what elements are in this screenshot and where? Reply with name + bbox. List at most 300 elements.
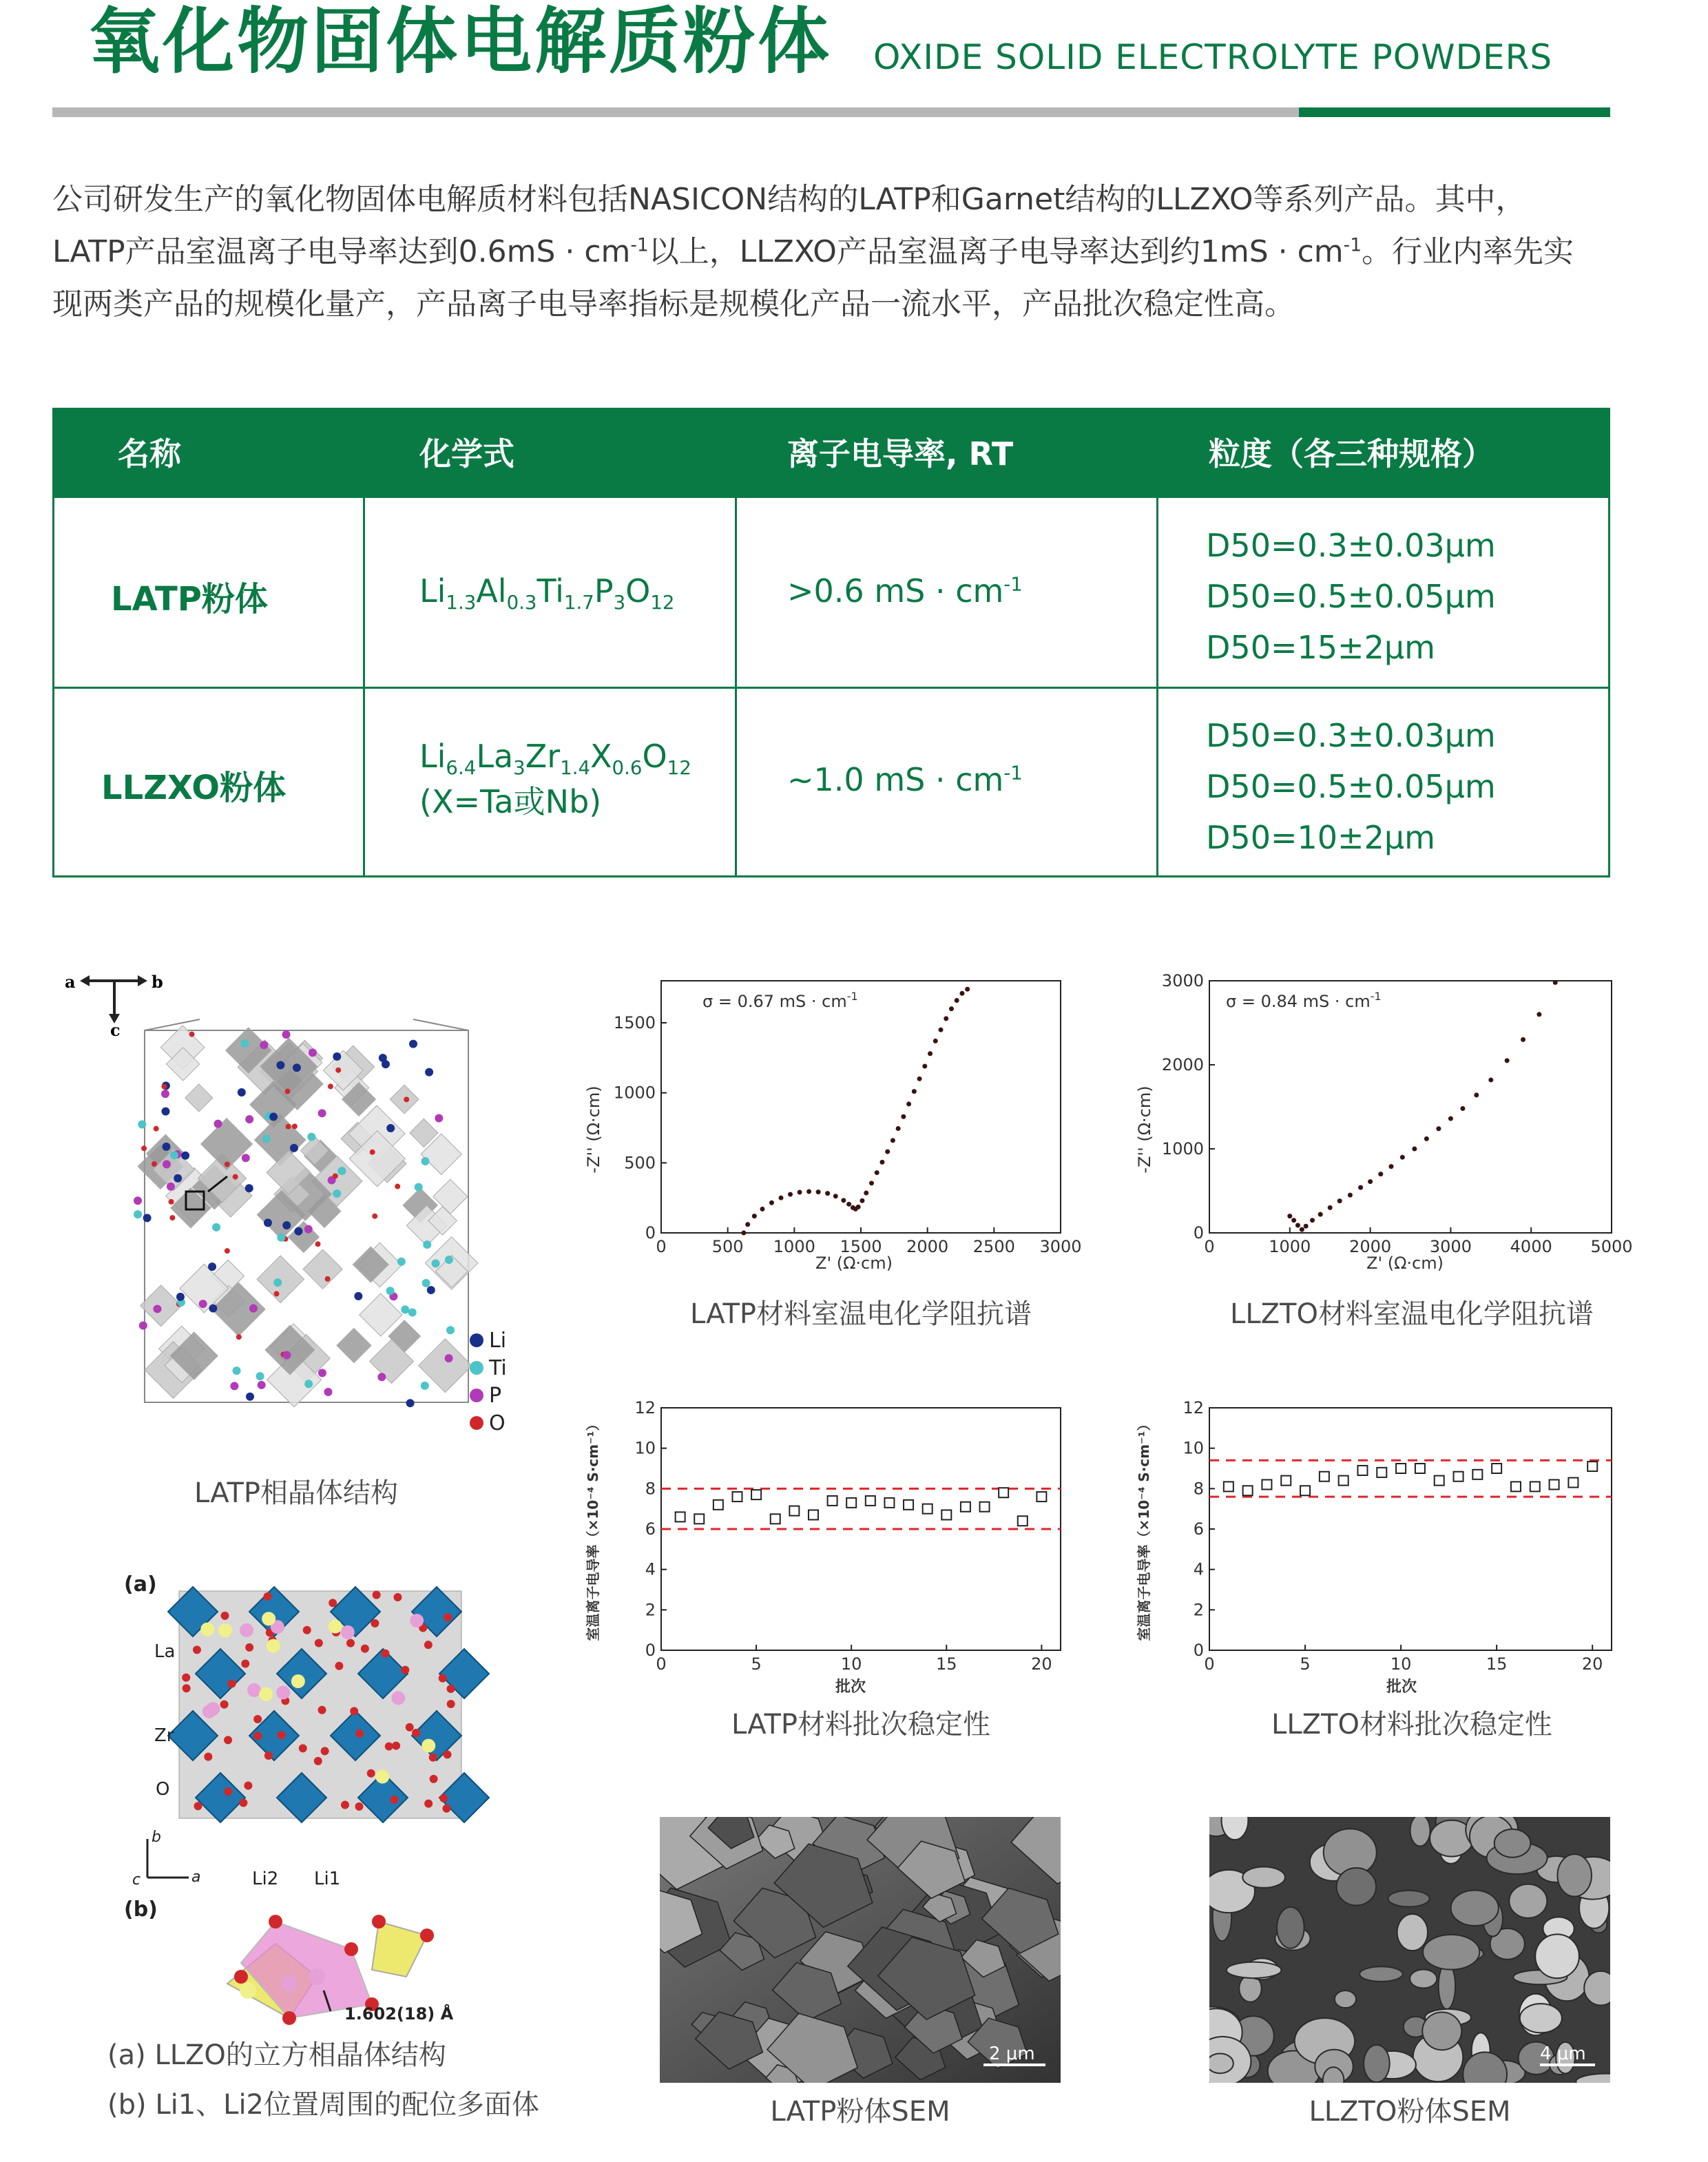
- data-point: [884, 1498, 894, 1508]
- y-tick-label: 1000: [613, 1083, 656, 1103]
- data-point: [906, 1101, 911, 1106]
- particle: [1410, 1970, 1437, 1988]
- data-point: [1018, 1516, 1028, 1526]
- y-tick-label: 4: [645, 1559, 656, 1579]
- data-point: [825, 1191, 830, 1196]
- o-atom: [442, 1805, 450, 1813]
- data-point: [961, 1502, 970, 1512]
- plot-frame: [1209, 1408, 1612, 1650]
- o-atom: [318, 1706, 326, 1714]
- o-atom: [401, 1666, 409, 1674]
- atom: [152, 1161, 157, 1167]
- data-point: [965, 987, 970, 992]
- legend-o: O: [489, 1411, 506, 1435]
- o-atom: [303, 1626, 311, 1634]
- y-tick-label: 10: [1183, 1438, 1204, 1458]
- data-point: [752, 1214, 757, 1218]
- atom: [415, 1183, 423, 1192]
- data-point: [1435, 1476, 1444, 1486]
- llzto-batch-caption: LLZTO材料批次稳定性: [1271, 1709, 1552, 1740]
- o-atom: [241, 1659, 249, 1667]
- llzto-batch-ylabel: 室温离子电导率（×10⁻⁴ S·cm⁻¹）: [1136, 1417, 1152, 1641]
- latp-batch-ylabel: 室温离子电导率（×10⁻⁴ S·cm⁻¹）: [585, 1417, 601, 1641]
- o-atom: [193, 1645, 201, 1654]
- octahedron: [257, 1256, 304, 1302]
- y-tick-label: 4: [1193, 1559, 1204, 1579]
- atom: [318, 1369, 326, 1377]
- data-point: [1537, 1012, 1541, 1017]
- o-atom: [244, 1781, 252, 1789]
- atom: [307, 1133, 315, 1141]
- atom: [293, 1063, 301, 1072]
- atom: [292, 1123, 298, 1129]
- data-point: [741, 1231, 746, 1236]
- row-1-name: LATP粉体: [111, 580, 268, 619]
- axis-a-label: a: [65, 972, 76, 992]
- o-atom: [239, 1799, 247, 1807]
- legend-ti: Ti: [489, 1356, 507, 1380]
- atom: [258, 1381, 266, 1389]
- o-atom: [314, 1757, 322, 1765]
- particle: [1410, 1817, 1430, 1847]
- atom: [260, 1041, 268, 1049]
- o-atom: [406, 1723, 414, 1732]
- y-tick-label: 12: [634, 1398, 656, 1417]
- llzo-axis-b: b: [152, 1829, 161, 1846]
- atom: [435, 1114, 443, 1123]
- o-atom: [220, 1701, 229, 1709]
- x-tick-label: 5: [751, 1654, 762, 1674]
- size-spec: D50=15±2μm: [1206, 629, 1435, 666]
- x-tick-label: 1500: [840, 1237, 882, 1256]
- legend-o-dot: [470, 1416, 483, 1430]
- o-atom: [429, 1754, 437, 1762]
- li-atom: [218, 1623, 232, 1637]
- spec-table: [52, 408, 1610, 877]
- atom: [404, 1096, 409, 1102]
- column-divider: [1156, 410, 1158, 875]
- atom: [161, 1108, 169, 1116]
- o-atom: [182, 1674, 190, 1682]
- particle: [1242, 1867, 1285, 1888]
- atom: [425, 1068, 433, 1077]
- llzto-sem-image: [1209, 1817, 1610, 2083]
- llzo-axis-c: c: [132, 1871, 141, 1889]
- atom: [377, 1373, 386, 1381]
- latp-crystal-caption: LATP相晶体结构: [194, 1477, 398, 1509]
- x-tick-label: 15: [936, 1654, 957, 1674]
- data-point: [788, 1192, 793, 1197]
- o-atom: [329, 1599, 337, 1607]
- particle: [1494, 1829, 1531, 1858]
- conductivity-value: >0.6 mS · cm: [787, 572, 1004, 610]
- o-atom: [393, 1593, 402, 1601]
- data-point: [1530, 1482, 1540, 1491]
- atom: [432, 1259, 440, 1267]
- conductivity-value: ~1.0 mS · cm: [787, 761, 1004, 798]
- particle: [1423, 1935, 1479, 1970]
- header-rule-gray: [52, 107, 1299, 117]
- formula-sub: 3: [613, 591, 626, 614]
- o-atom: [299, 1744, 307, 1752]
- o-atom: [390, 1796, 398, 1804]
- atom: [225, 1248, 230, 1254]
- o-atom: [424, 1800, 433, 1808]
- x-tick-label: 5: [1300, 1654, 1311, 1674]
- formula-note: (X=Ta或Nb): [419, 783, 602, 820]
- data-point: [922, 1064, 927, 1069]
- formula-el: P: [594, 572, 614, 610]
- latp-eis-xlabel: Z' (Ω·cm): [815, 1254, 893, 1273]
- atom: [309, 1048, 317, 1057]
- axis-c-label: c: [110, 1020, 121, 1040]
- llzo-caption-b: (b) Li1、Li2位置周围的配位多面体: [107, 2089, 540, 2121]
- data-point: [1358, 1185, 1363, 1190]
- o-atom: [439, 1674, 447, 1683]
- llzto-eis-chart: [1129, 964, 1653, 1295]
- data-point: [694, 1514, 704, 1524]
- crystal-lattice: [134, 1019, 478, 1407]
- y-tick-label: 8: [1193, 1479, 1204, 1499]
- data-point: [959, 991, 964, 996]
- llzto-batch-chart: [1129, 1391, 1653, 1701]
- atom: [143, 1214, 152, 1222]
- data-point: [1337, 1198, 1342, 1203]
- atom: [408, 1309, 417, 1317]
- data-point: [917, 1077, 922, 1081]
- data-point: [901, 1114, 906, 1119]
- atom: [233, 1174, 238, 1180]
- data-point: [833, 1194, 838, 1198]
- x-tick-label: 0: [656, 1237, 667, 1256]
- atom: [318, 1109, 326, 1117]
- page-title: 氧化物固体电解质粉体: [88, 0, 833, 83]
- label-la: La: [154, 1641, 176, 1662]
- data-point: [869, 1181, 874, 1185]
- li-atom: [247, 1683, 261, 1697]
- atom: [423, 1240, 431, 1249]
- li-atom: [375, 1770, 389, 1784]
- data-point: [1348, 1193, 1353, 1198]
- li-atom: [291, 1674, 305, 1688]
- atom: [249, 1305, 258, 1313]
- latp-batch-chart: [579, 1391, 1102, 1701]
- y-tick-label: 2: [645, 1600, 656, 1620]
- atom: [335, 1068, 341, 1073]
- formula-el: Ti: [537, 572, 564, 610]
- x-tick-label: 15: [1486, 1654, 1508, 1674]
- atom: [274, 1291, 280, 1296]
- legend-li: Li: [489, 1329, 507, 1353]
- legend-p-dot: [470, 1389, 483, 1402]
- data-point: [879, 1160, 884, 1165]
- x-tick-label: 10: [840, 1654, 862, 1674]
- formula-el: La: [476, 738, 514, 775]
- o-atom: [204, 1753, 212, 1761]
- y-tick-label: 8: [645, 1479, 656, 1499]
- li-atom: [262, 1612, 275, 1625]
- data-point: [1587, 1462, 1597, 1471]
- data-point: [1424, 1136, 1429, 1141]
- o-atom: [221, 1612, 229, 1620]
- octahedron: [337, 1328, 371, 1362]
- o-atom: [424, 1641, 433, 1649]
- y-tick-label: 6: [645, 1519, 656, 1539]
- row-1-sizes: [1206, 520, 1496, 673]
- data-point: [1400, 1155, 1405, 1160]
- li-atom: [267, 1639, 280, 1653]
- o-atom: [224, 1736, 232, 1744]
- data-point: [732, 1492, 742, 1501]
- formula-sub: 1.7: [563, 591, 594, 614]
- x-tick-label: 1000: [773, 1237, 815, 1256]
- data-point: [1339, 1476, 1348, 1486]
- o-atom: [371, 1619, 379, 1628]
- particle: [1335, 1991, 1356, 2008]
- y-tick-label: 2: [1193, 1600, 1204, 1620]
- particle: [1277, 1907, 1304, 1948]
- data-point: [828, 1496, 837, 1506]
- atom: [401, 1305, 409, 1313]
- header-particle-size: 粒度（各三种规格）: [1209, 435, 1494, 472]
- size-spec: D50=0.5±0.05μm: [1206, 768, 1496, 805]
- data-point: [923, 1504, 933, 1514]
- atom: [333, 1052, 341, 1061]
- data-point: [806, 1189, 811, 1194]
- atom: [181, 1152, 189, 1160]
- data-point: [944, 1016, 948, 1021]
- atom: [324, 1388, 332, 1396]
- particle: [1388, 1891, 1429, 1907]
- y-tick-label: 0: [645, 1223, 656, 1243]
- o-atom: [245, 1643, 253, 1652]
- llzo-axes: [132, 1829, 200, 1889]
- atom: [282, 1030, 291, 1039]
- o-atom: [444, 1613, 452, 1621]
- particle: [1520, 2004, 1562, 2033]
- octahedron: [185, 1084, 213, 1112]
- o-atom: [183, 1684, 191, 1692]
- atom: [225, 1161, 230, 1167]
- y-tick-label: 6: [1193, 1519, 1204, 1539]
- sigma-text: σ = 0.67 mS · cm: [702, 992, 847, 1011]
- data-point: [1295, 1223, 1300, 1228]
- o-atom: [253, 1715, 262, 1723]
- row-divider: [54, 687, 1608, 689]
- o-atom: [355, 1802, 364, 1811]
- data-point: [1550, 1479, 1559, 1489]
- atom: [277, 1234, 285, 1242]
- o-atom: [439, 1794, 448, 1802]
- data-point: [1320, 1472, 1329, 1482]
- atom: [161, 1084, 167, 1090]
- atom: [354, 1292, 362, 1300]
- data-point: [1037, 1492, 1046, 1501]
- data-point: [1415, 1464, 1425, 1473]
- data-point: [1553, 980, 1558, 985]
- y-tick-label: 2000: [1161, 1055, 1204, 1074]
- atom: [141, 1145, 147, 1151]
- row-2-conductivity: [787, 761, 1023, 798]
- o-atom: [355, 1729, 364, 1738]
- y-tick-label: 500: [624, 1153, 656, 1173]
- label-o: O: [156, 1779, 170, 1800]
- particle: [1397, 1914, 1428, 1951]
- formula-sub: 0.6: [612, 756, 643, 780]
- particle: [1451, 1890, 1499, 1926]
- atom: [161, 1090, 169, 1098]
- atom: [189, 1032, 195, 1037]
- o-atom: [341, 1801, 349, 1809]
- data-point: [1262, 1479, 1271, 1489]
- latp-batch-xlabel: 批次: [835, 1678, 866, 1696]
- llzto-eis-ylabel: -Z'' (Ω·cm): [1135, 1085, 1154, 1174]
- data-point: [1368, 1179, 1373, 1184]
- llzto-eis-caption: LLZTO材料室温电化学阻抗谱: [1230, 1298, 1594, 1330]
- data-point: [1388, 1164, 1393, 1169]
- o-atom: [367, 1769, 375, 1778]
- data-point: [1243, 1486, 1253, 1495]
- llzo-crystal-figure: [117, 1563, 503, 2032]
- data-point: [1378, 1172, 1383, 1176]
- particle: [1584, 1971, 1610, 2006]
- data-point: [809, 1510, 818, 1519]
- sigma-text: σ = 0.84 mS · cm: [1226, 992, 1371, 1011]
- crystal-legend: [470, 1329, 507, 1435]
- data-point: [939, 1028, 944, 1032]
- data-point: [1300, 1486, 1310, 1495]
- atom: [162, 1143, 170, 1151]
- atom: [176, 1293, 185, 1301]
- y-tick-label: 10: [634, 1438, 656, 1458]
- atom: [242, 1154, 250, 1162]
- x-tick-label: 20: [1031, 1654, 1052, 1674]
- x-tick-label: 5000: [1590, 1237, 1633, 1256]
- o-atom: [385, 1743, 393, 1751]
- data-point: [789, 1506, 799, 1516]
- data-point: [760, 1207, 764, 1212]
- label-zr: Zr: [154, 1725, 174, 1746]
- llzto-scale-label: 4 μm: [1540, 2044, 1586, 2064]
- li-atom: [341, 1625, 355, 1639]
- intro-line-2-b: 以上，LLZXO产品室温离子电导率达到约1mS · cm: [648, 234, 1344, 269]
- x-tick-label: 10: [1390, 1654, 1412, 1674]
- o-atom: [392, 1742, 400, 1750]
- data-point: [1328, 1205, 1333, 1210]
- li-atom: [391, 1691, 405, 1705]
- header-formula: 化学式: [419, 435, 514, 472]
- atom: [397, 1258, 406, 1266]
- intro-sup-2: -1: [1343, 234, 1362, 256]
- data-point: [798, 1190, 802, 1195]
- o-atom: [228, 1679, 236, 1687]
- formula-el: O: [625, 572, 651, 610]
- y-tick-label: 1000: [1161, 1139, 1204, 1158]
- llzto-sem-caption: LLZTO粉体SEM: [1309, 2096, 1511, 2128]
- column-divider: [363, 410, 365, 875]
- li-atom: [421, 1739, 435, 1753]
- o-atom: [447, 1700, 455, 1708]
- formula-el: Li: [419, 738, 446, 775]
- particle: [1227, 1962, 1281, 1978]
- atom: [214, 1120, 222, 1128]
- llzo-lattice: [168, 1587, 489, 1822]
- y-tick-label: 0: [1193, 1641, 1204, 1660]
- x-tick-label: 3000: [1429, 1237, 1472, 1256]
- atom: [333, 1189, 341, 1198]
- x-tick-label: 2500: [972, 1237, 1015, 1256]
- atom: [230, 1382, 238, 1390]
- particle: [1209, 2053, 1233, 2073]
- data-point: [846, 1202, 851, 1207]
- data-point: [1412, 1147, 1417, 1152]
- x-tick-label: 4000: [1510, 1237, 1552, 1256]
- atom: [163, 1160, 171, 1168]
- data-point: [745, 1222, 750, 1227]
- data-point: [1300, 1227, 1304, 1232]
- llzto-batch-xlabel: 批次: [1386, 1678, 1417, 1696]
- data-point: [1454, 1472, 1464, 1482]
- data-point: [841, 1198, 846, 1203]
- atom: [236, 1334, 242, 1340]
- particle: [1422, 2013, 1461, 2050]
- o-atom: [412, 1729, 420, 1737]
- o-atom: [381, 1650, 389, 1658]
- data-point: [891, 1138, 895, 1143]
- atom: [169, 1215, 175, 1220]
- atom: [167, 1183, 175, 1191]
- atom: [304, 1380, 313, 1388]
- li-atom: [410, 1614, 424, 1628]
- octahedron: [433, 1179, 468, 1214]
- formula-sub: 12: [650, 591, 675, 614]
- data-point: [1436, 1126, 1441, 1131]
- legend-li-dot: [470, 1333, 483, 1347]
- atom: [154, 1126, 159, 1132]
- formula-el: O: [642, 738, 667, 775]
- data-point: [769, 1200, 774, 1205]
- o-atom: [253, 1732, 262, 1740]
- atom: [238, 1088, 246, 1096]
- octahedron: [303, 1249, 342, 1289]
- latp-scale-label: 2 μm: [989, 2044, 1035, 2064]
- o-atom: [361, 1645, 369, 1653]
- sigma-sup: -1: [1370, 990, 1382, 1003]
- column-divider: [735, 410, 737, 875]
- formula-el: X: [590, 738, 612, 775]
- atom: [276, 1061, 284, 1070]
- plot-frame: [661, 981, 1061, 1233]
- atom: [315, 1241, 321, 1247]
- latp-eis-ylabel: -Z'' (Ω·cm): [584, 1085, 603, 1174]
- data-point: [1492, 1464, 1501, 1473]
- o-atom: [224, 1787, 232, 1796]
- o-atom: [264, 1752, 273, 1760]
- size-spec: D50=0.3±0.03μm: [1206, 717, 1496, 754]
- size-spec: D50=0.5±0.05μm: [1206, 578, 1496, 615]
- y-tick-label: 0: [1193, 1223, 1204, 1243]
- llzo-axis-a: a: [191, 1869, 201, 1886]
- legend-ti-dot: [470, 1361, 483, 1375]
- li-atom: [202, 1705, 216, 1718]
- header-conductivity: 离子电导率, RT: [787, 435, 1014, 472]
- latp-sem-image: [660, 1817, 1061, 2083]
- data-point: [1396, 1464, 1406, 1473]
- atom: [370, 1150, 375, 1155]
- atom: [284, 1089, 290, 1094]
- atom: [262, 1134, 271, 1143]
- legend-p: P: [489, 1384, 502, 1408]
